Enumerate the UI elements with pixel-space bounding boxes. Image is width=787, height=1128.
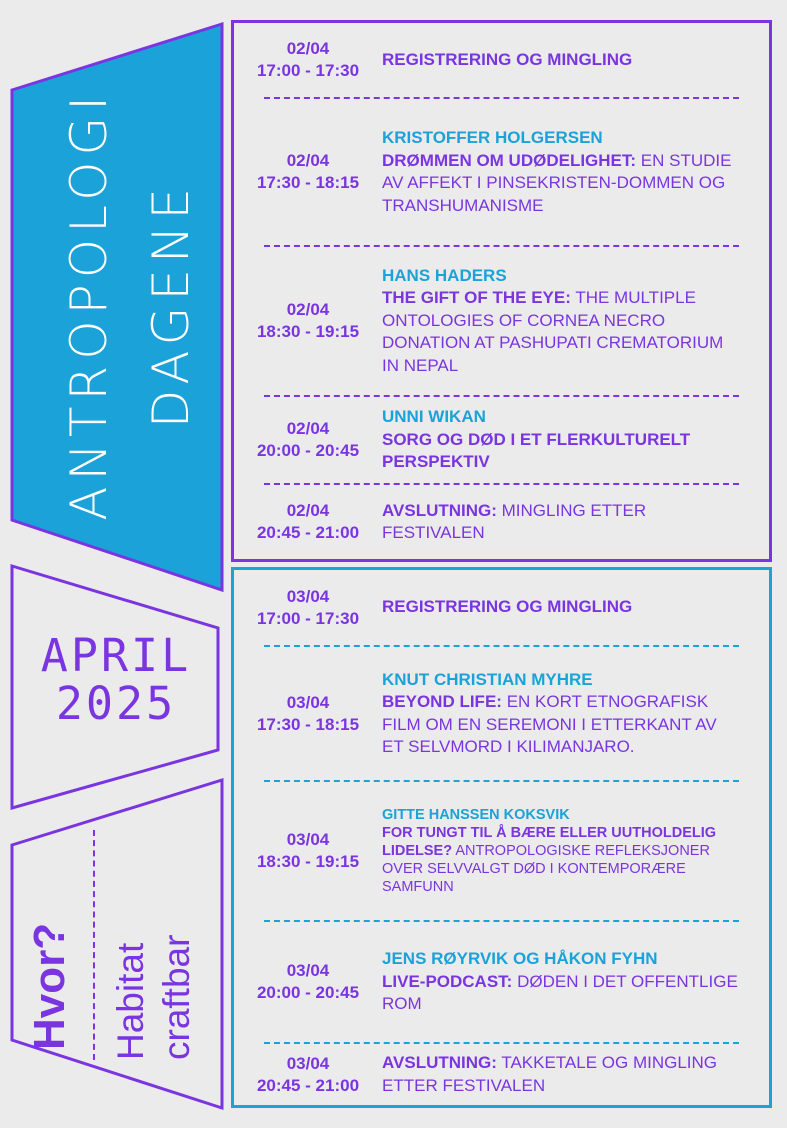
session-date: 02/04: [286, 501, 330, 520]
session-title: REGISTRERING OG MINGLING: [382, 49, 633, 69]
session-title: SORG OG DØD I ET FLERKULTURELT PERSPEKTIV: [382, 429, 691, 472]
session-date: 02/04: [286, 151, 330, 170]
session-hours: 20:00 - 20:45: [256, 983, 360, 1002]
session-hours: 17:00 - 17:30: [256, 61, 360, 80]
venue-name: [108, 845, 200, 1060]
session-time: [234, 960, 382, 1004]
session-title: FOR TUNGT TIL Å BÆRE ELLER UUTHOLDELIG LIDELSE?: [382, 825, 717, 859]
session-subtitle: EN STUDIE AV AFFEKT I PINSEKRISTEN-DOMMEN OG TRANSHUMANISME: [382, 150, 732, 215]
festival-title: [60, 80, 200, 530]
session-date: 02/04: [286, 419, 330, 438]
session-description: [382, 806, 739, 896]
schedule-row: [256, 483, 739, 559]
session-subtitle: EN KORT ETNOGRAFISK FILM OM EN SEREMONI I ETTERKANT AV ET SELVMORD I KILIMANJARO.: [382, 692, 717, 756]
schedule-row: [256, 395, 739, 483]
session-date: 03/04: [286, 586, 330, 606]
speaker-name: KNUT CHRISTIAN MYHRE: [382, 669, 593, 689]
session-time: [234, 418, 382, 462]
session-subtitle: MINGLING ETTER FESTIVALEN: [382, 500, 647, 542]
session-time: [234, 586, 382, 630]
session-subtitle: TAKKETALE OG MINGLING ETTER FESTIVALEN: [382, 1053, 718, 1095]
schedule-row: [256, 645, 739, 780]
schedule-row: [256, 1042, 739, 1105]
session-description: [382, 596, 739, 619]
session-description: [382, 406, 739, 474]
session-time: [234, 500, 382, 544]
session-date: 03/04: [286, 1053, 330, 1073]
session-time: [234, 1053, 382, 1097]
session-description: [382, 1052, 739, 1097]
session-title: REGISTRERING OG MINGLING: [382, 597, 633, 617]
title-line-2: DAGENE: [142, 181, 200, 429]
speaker-name: HANS HADERS: [382, 265, 507, 285]
schedule-row: [256, 23, 739, 97]
session-hours: 18:30 - 19:15: [256, 322, 360, 341]
session-hours: 20:45 - 21:00: [256, 523, 360, 542]
session-time: [234, 150, 382, 194]
session-title: BEYOND LIFE:: [382, 692, 502, 711]
session-description: [382, 49, 739, 72]
where-label: Hvor?: [25, 922, 74, 1050]
speaker-name: GITTE HANSSEN KOKSVIK: [382, 807, 570, 823]
session-hours: 20:45 - 21:00: [256, 1075, 360, 1095]
session-date: 03/04: [286, 830, 330, 849]
session-subtitle: DØDEN I DET OFFENTLIGE ROM: [382, 971, 738, 1014]
session-time: [234, 38, 382, 82]
session-subtitle: THE MULTIPLE ONTOLOGIES OF CORNEA NECRO DONATION AT PASHUPATI CREMATORIUM IN NEPAL: [382, 288, 724, 375]
schedule-row: [256, 570, 739, 645]
schedule-day-2: [231, 567, 772, 1108]
schedule-day-1: [231, 20, 772, 562]
session-title: AVSLUTNING:: [382, 1053, 497, 1072]
session-time: [234, 829, 382, 873]
month-label: APRIL: [40, 629, 192, 682]
session-description: [382, 127, 739, 217]
session-hours: 17:30 - 18:15: [256, 173, 360, 192]
speaker-name: KRISTOFFER HOLGERSEN: [382, 128, 603, 147]
schedule-row: [256, 97, 739, 245]
session-time: [234, 299, 382, 343]
session-subtitle: ANTROPOLOGISKE REFLEKSJONER OVER SELVVALGT DØD I KONTEMPORÆRE SAMFUNN: [382, 843, 710, 895]
session-title: DRØMMEN OM UDØDELIGHET:: [382, 150, 637, 170]
session-hours: 18:30 - 19:15: [256, 852, 360, 871]
session-date: 03/04: [286, 961, 330, 980]
schedule-row: [256, 920, 739, 1042]
session-date: 02/04: [286, 300, 330, 319]
session-description: [382, 948, 739, 1016]
speaker-name: UNNI WIKAN: [382, 407, 486, 427]
session-hours: 20:00 - 20:45: [256, 441, 360, 460]
festival-date: [18, 629, 214, 730]
speaker-name: JENS RØYRVIK OG HÅKON FYHN: [382, 949, 658, 969]
session-title: LIVE-PODCAST:: [382, 971, 513, 991]
session-title: AVSLUTNING:: [382, 500, 497, 520]
venue-line-2: craftbar: [156, 934, 197, 1060]
schedule-row: [256, 780, 739, 920]
session-time: [234, 692, 382, 736]
session-date: 03/04: [286, 692, 330, 712]
session-description: [382, 265, 739, 378]
venue-divider: [93, 830, 95, 1060]
session-hours: 17:30 - 18:15: [256, 714, 360, 734]
session-hours: 17:00 - 17:30: [256, 608, 360, 628]
venue-line-1: Habitat: [110, 942, 151, 1060]
schedule-row: [256, 245, 739, 395]
session-description: [382, 669, 739, 759]
session-description: [382, 500, 739, 545]
session-title: THE GIFT OF THE EYE:: [382, 288, 571, 308]
session-date: 02/04: [286, 39, 330, 58]
year-label: 2025: [55, 677, 177, 730]
title-line-1: ANTROPOLOGI: [60, 89, 118, 521]
